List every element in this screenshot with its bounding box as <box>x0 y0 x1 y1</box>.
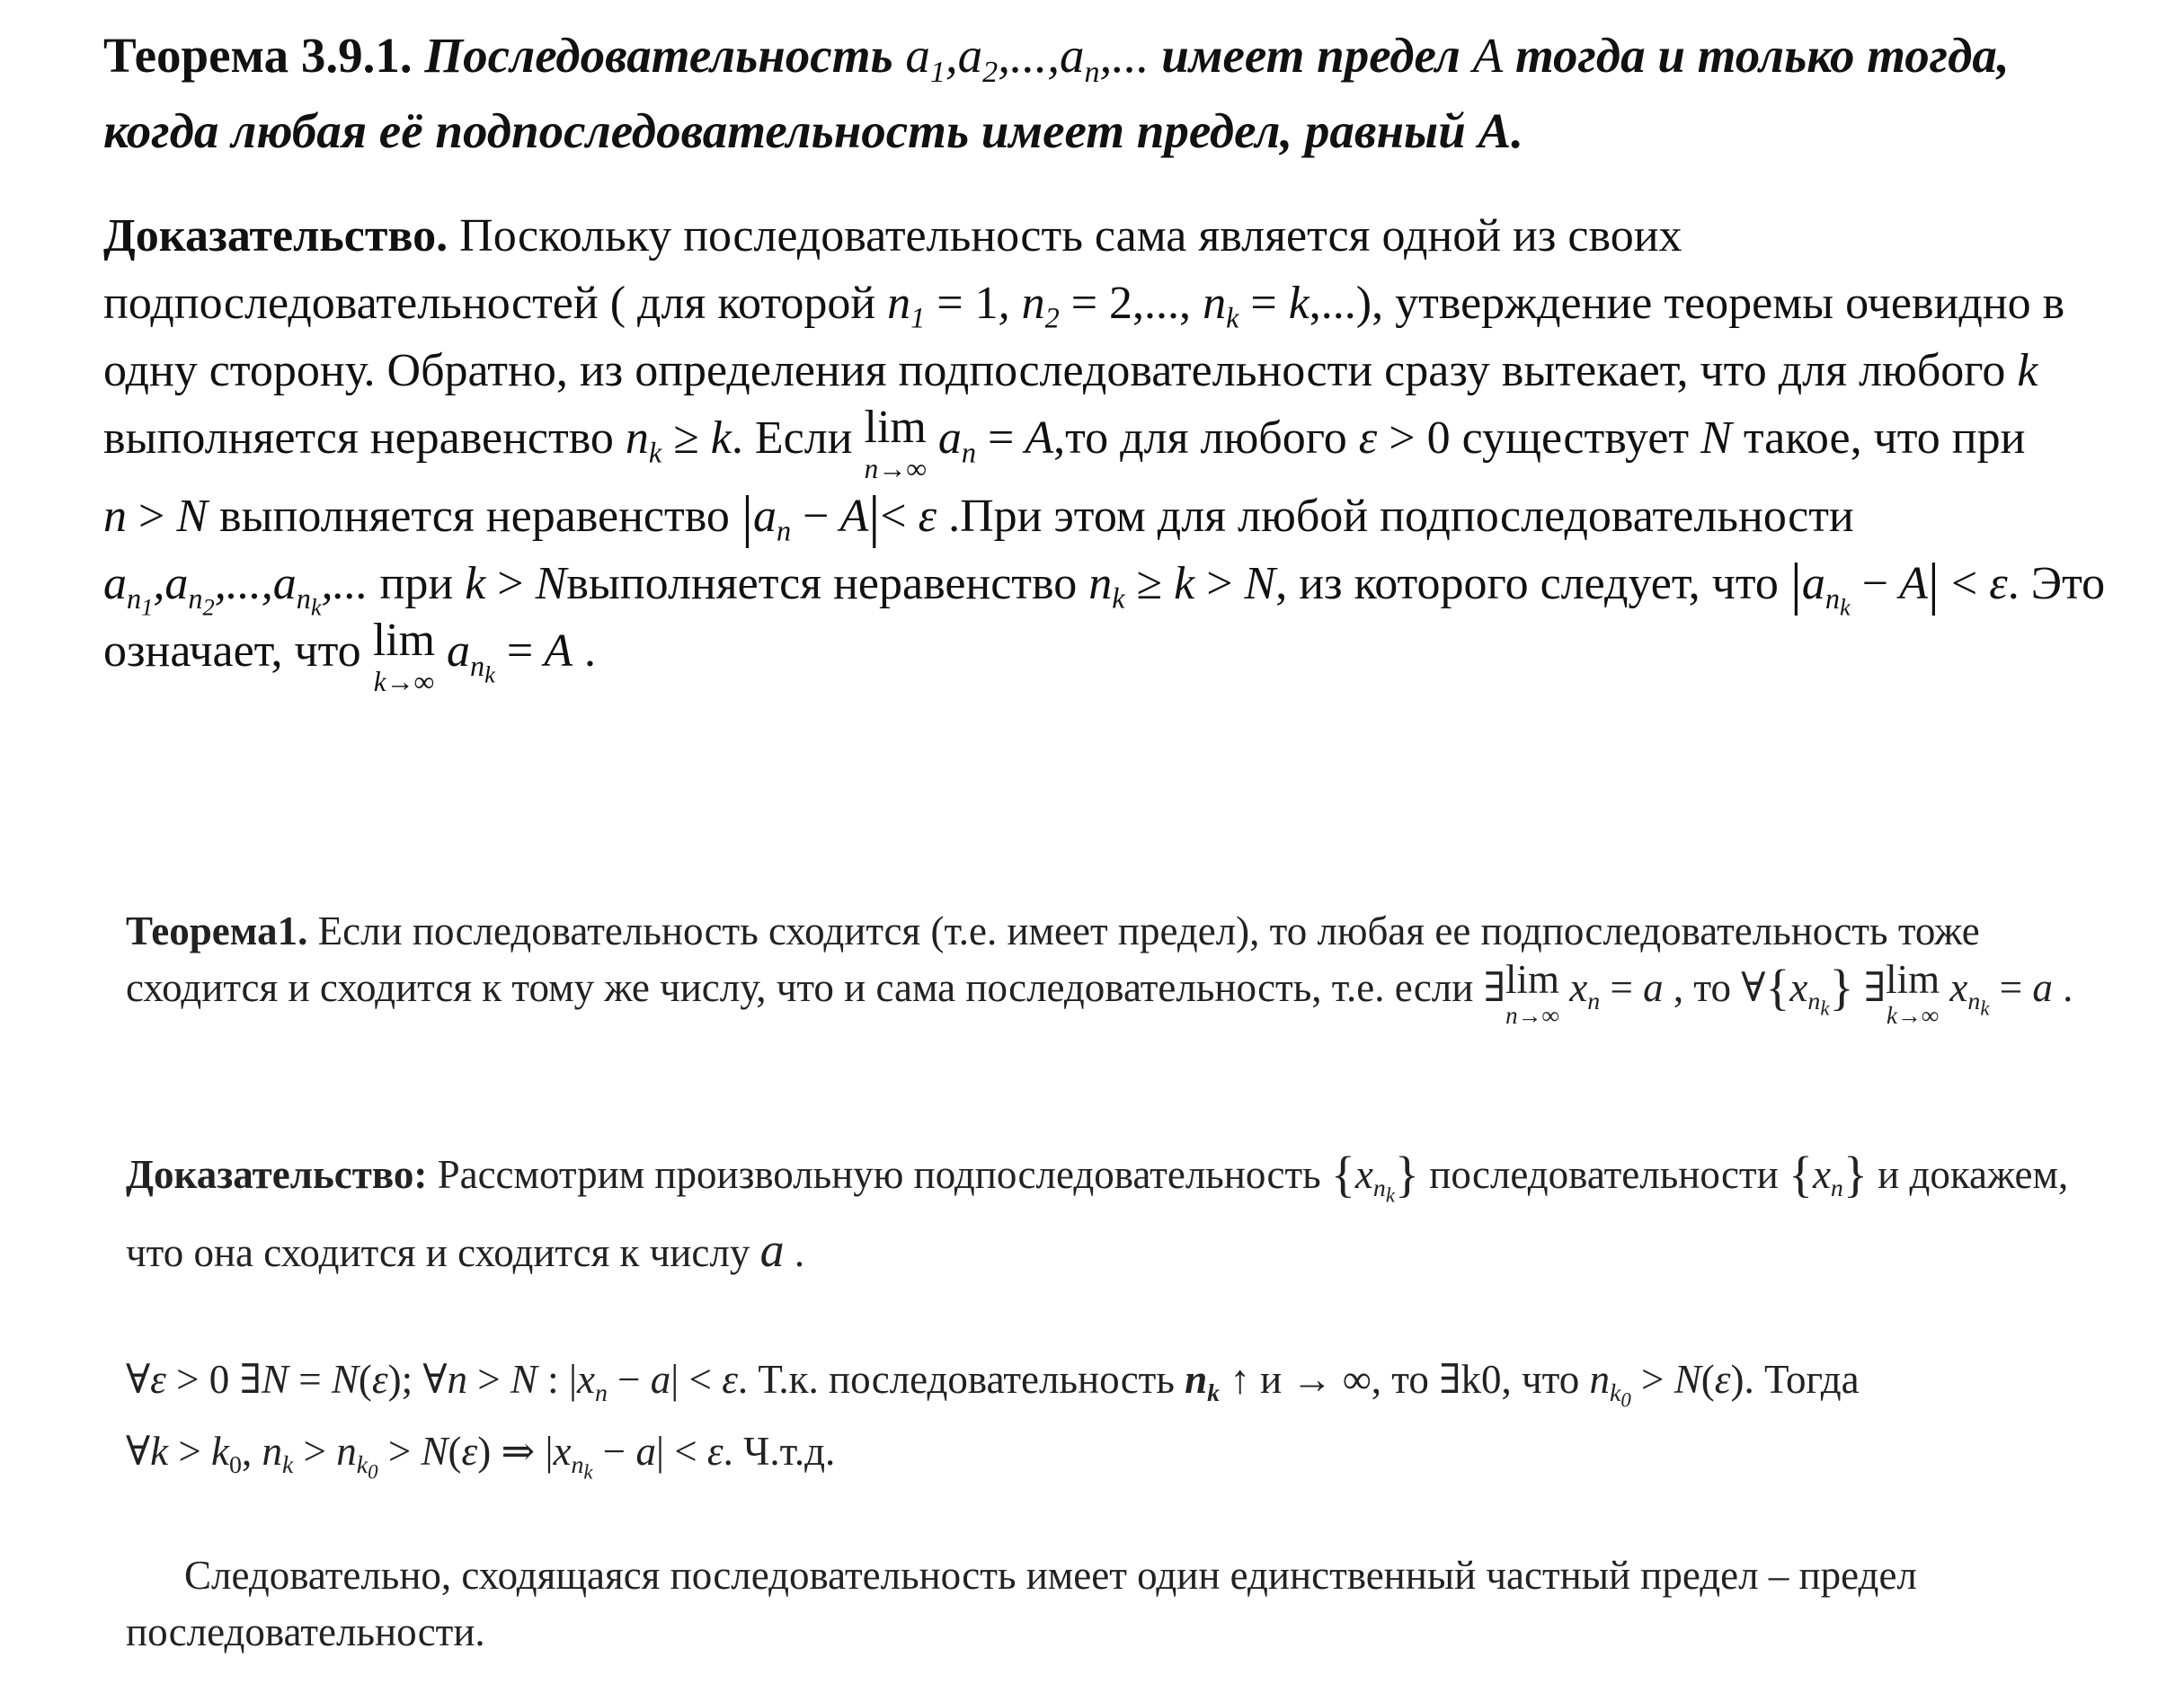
theorem-1-text-1: Если последовательность сходится (т.е. имеет предел), то любая ее подпоследовательность тоже сходится и сходится к тому же числу, что и сама последовательность, т.е. если <box>126 908 1980 1010</box>
proof-text-12: , из которого следует, что <box>1275 558 1779 610</box>
line-2-text-1: . Тогда <box>1744 1357 1860 1402</box>
var-k: k <box>2017 345 2038 396</box>
abs-an-formula: $|a_n - A|< \varepsilon$ <box>741 484 937 550</box>
proof-1-seq: $\{x_n\}$ <box>1788 1147 1868 1203</box>
theorem-1-text-2: , то <box>1673 965 1731 1010</box>
sequence-formula: $a_1,a_2,...,a_n$,... <box>905 28 1150 89</box>
proof-text-6: существует <box>1461 412 1690 464</box>
proof-1-formulas <box>126 1343 2130 1487</box>
proof-paragraph <box>103 202 2108 696</box>
theorem-text-2: имеет предел <box>1161 28 1460 83</box>
proof-1-subseq: $\{x_{n_k}\}$ <box>1330 1147 1420 1207</box>
theorem-text-end: A. <box>1478 103 1523 158</box>
theorem-1-statement <box>126 903 2130 1028</box>
subsequence-formula: $a_{n_1},a_{n_2},...,a_{n_k}$,... <box>103 558 368 620</box>
theorem-1 <box>126 903 2130 1028</box>
var-N: N <box>1700 412 1732 464</box>
line-2-text-2: . Ч.т.д. <box>723 1429 836 1474</box>
indices-formula: $n_1 = 1$, $n_2 = 2$,..., $n_k = k$,... <box>887 278 1356 334</box>
theorem-statement <box>103 18 2108 169</box>
proof-text-1: Поскольку последовательность сама является одной из своих подпоследовательностей ( для которой <box>103 210 1682 329</box>
conclusion <box>126 1547 2130 1661</box>
proof-text-9: .При этом для любой подпоследовательности <box>948 491 1854 543</box>
proof-1-paragraph <box>126 1137 2130 1290</box>
proof-1-text-1: Рассмотрим произвольную подпоследовательность <box>437 1152 1321 1197</box>
nk-symbol: $n_k$ <box>1185 1357 1221 1407</box>
theorem-label: Теорема 3.9.1. <box>103 28 413 83</box>
theorem-1-formula-2: $\forall\{x_{n_k}\}$ ∃ lim k→∞ $x_{n_k} = a$ <box>1741 957 2053 1029</box>
nk-chain: $n_k \ge k > N$ <box>1088 558 1276 615</box>
abs-ank-formula: $|a_{n_k} - A| < \varepsilon$ <box>1789 552 2008 620</box>
conclusion-text: Следовательно, сходящаяся последовательность имеет один единственный частный предел – предел последовательности. <box>126 1553 1917 1654</box>
proof-3-9-1 <box>103 202 2108 696</box>
proof-text-11: выполняется неравенство <box>566 558 1078 610</box>
proof-text-3: выполняется неравенство <box>103 412 614 464</box>
theorem-1-formula-1: ∃ lim n→∞ $x_n = a$ <box>1483 957 1664 1029</box>
proof-text-7: такое, что при <box>1743 412 2026 464</box>
line-2-formula-2: ∀k > $k_0$, $n_k > n_{k_0} > N(\varepsilon)$ ⇒ $|x_{n_k} - a| < \varepsilon$ <box>126 1429 724 1484</box>
proof-label: Доказательство. <box>103 210 448 261</box>
line-2-formula-1: $n_{k_0} > N(\varepsilon)$ <box>1589 1357 1745 1412</box>
theorem-1-text-3: . <box>2063 965 2073 1010</box>
proof-1-a: a <box>759 1223 785 1277</box>
proof-text-14: . <box>584 625 597 678</box>
proof-1 <box>126 1137 2130 1290</box>
line-1-text-2: ↑ и → ∞, то ∃k0, что <box>1230 1357 1580 1402</box>
n-gt-N: n > N <box>103 491 209 543</box>
ineq-nk-ge-k: $n_k \ge k$ <box>625 412 732 469</box>
line-1-text-1: . Т.к. последовательность <box>737 1357 1175 1402</box>
proof-1-formula-paragraph <box>126 1343 2130 1487</box>
eps-pos: ε > 0 <box>1358 412 1451 464</box>
limit-ank-formula: lim k→∞ $a_{n_k} = A$ <box>372 615 573 698</box>
k-gt-N: k > N <box>465 558 567 610</box>
proof-1-text-4: . <box>794 1230 805 1275</box>
proof-text-13: . Это означает, что <box>103 558 2106 678</box>
proof-1-text-2: последовательности <box>1429 1152 1779 1197</box>
limit-symbol: A <box>1472 28 1504 83</box>
proof-text-5: ,то для любого <box>1053 412 1347 464</box>
proof-1-label: Доказательство: <box>126 1152 428 1197</box>
theorem-1-label: Теорема1. <box>126 908 308 953</box>
proof-text-8: выполняется неравенство <box>219 491 730 543</box>
proof-text-10: при <box>379 558 454 610</box>
theorem-text-3: тогда и только тогда, когда любая её подпоследовательность имеет предел, равный <box>103 28 2010 158</box>
proof-text-4: . Если <box>731 412 853 464</box>
theorem-3-9-1 <box>103 18 2108 169</box>
limit-an-formula: lim n→∞ $a_n = A$ <box>864 402 1054 484</box>
proof-1-text-3: и докажем, что она сходится и сходится к числу <box>126 1152 2069 1275</box>
theorem-text-1: Последовательность <box>424 28 893 83</box>
epsilon-definition: ∀ε > 0 ∃N = N(ε); ∀n > N : $|x_n - a| < \varepsilon$ <box>126 1357 738 1407</box>
proof-text-2: ), утверждение теоремы очевидно в одну сторону. Обратно, из определения подпоследовательности сразу вытекает, что для любого <box>103 278 2065 396</box>
